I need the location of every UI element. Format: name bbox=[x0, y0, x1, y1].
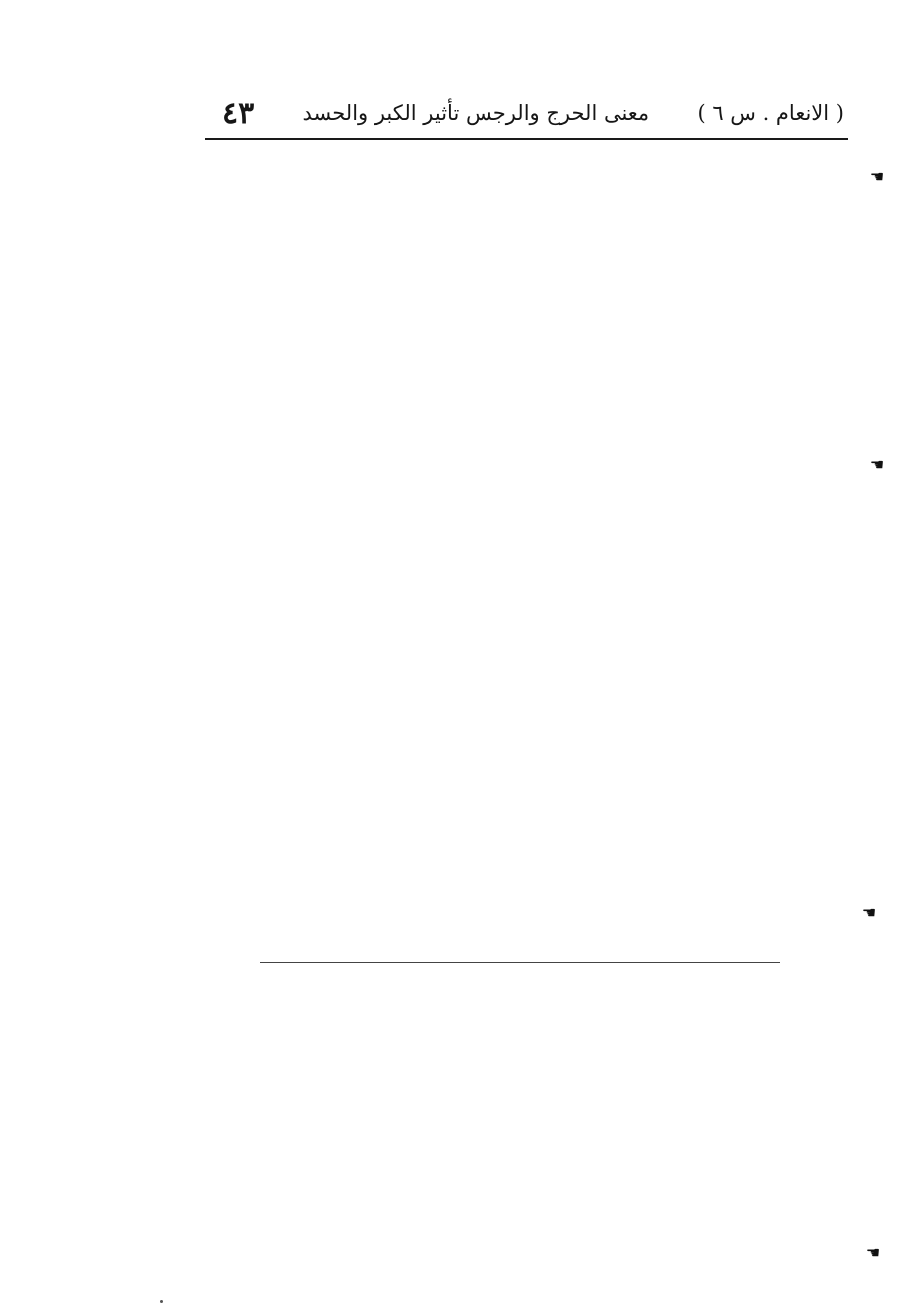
header-rule bbox=[205, 138, 848, 140]
header-topic: معنى الحرج والرجس تأثير الكبر والحسد bbox=[302, 101, 650, 125]
section-divider bbox=[260, 962, 780, 963]
margin-pointer-icon: ☚ bbox=[869, 167, 885, 186]
margin-pointer-icon: ☚ bbox=[865, 1243, 881, 1262]
scan-speck bbox=[160, 1300, 163, 1303]
page-number: ٤٣ bbox=[222, 95, 255, 131]
margin-pointer-icon: ☚ bbox=[869, 455, 885, 474]
margin-pointer-icon: ☚ bbox=[861, 903, 877, 922]
header-chapter: ( الانعام . س ٦ ) bbox=[697, 101, 844, 125]
running-header bbox=[222, 92, 844, 134]
